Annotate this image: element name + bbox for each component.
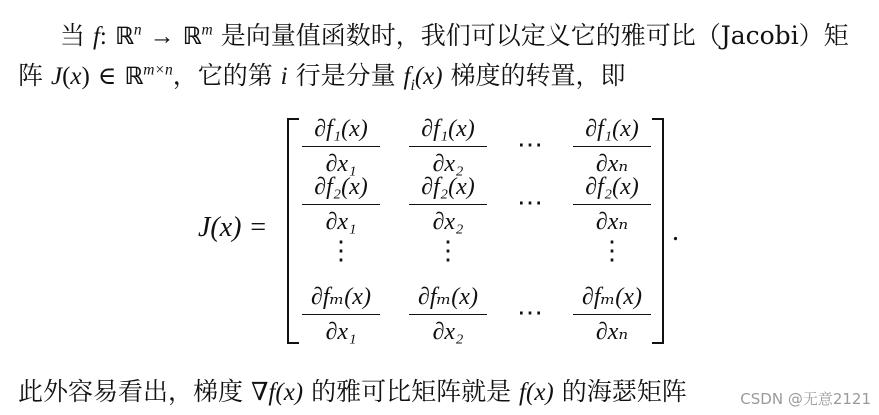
entry-denominator: ∂xₙ bbox=[595, 319, 629, 345]
jacobian-equation bbox=[0, 110, 879, 350]
entry-numerator: ∂fₘ(x) bbox=[418, 284, 478, 310]
text-segment: ，它的第 bbox=[172, 61, 273, 90]
math-exponent-n: n bbox=[133, 21, 142, 39]
entry-denominator: ∂x₂ bbox=[432, 319, 464, 345]
matrix-entry bbox=[403, 172, 493, 237]
math-gradient: ∇f(x) bbox=[250, 379, 304, 406]
equation-lhs: J(x) = bbox=[198, 212, 268, 243]
paragraph-line-3 bbox=[18, 372, 687, 408]
text-segment: 梯度的转置，即 bbox=[450, 61, 626, 90]
entry-denominator: ∂xₙ bbox=[595, 151, 629, 177]
math-paren: ) bbox=[81, 63, 90, 90]
matrix-entry bbox=[296, 172, 386, 237]
matrix-entry bbox=[403, 114, 493, 179]
text-segment: 此外容易看出，梯度 bbox=[18, 377, 244, 406]
watermark: CSDN @无意2121 bbox=[740, 390, 871, 408]
entry-numerator: ∂f₂(x) bbox=[314, 174, 368, 200]
math-colon: : bbox=[99, 23, 107, 50]
text-segment: 当 bbox=[60, 21, 86, 50]
matrix-hdots: ⋯ bbox=[517, 188, 543, 217]
entry-denominator: ∂x₁ bbox=[325, 319, 357, 345]
math-arg: (x) bbox=[414, 63, 443, 90]
text-segment: 是向量值函数时，我们可以定义它的雅可比（Jacobi）矩 bbox=[220, 21, 849, 50]
matrix-entry bbox=[567, 114, 657, 179]
math-paren: ( bbox=[62, 63, 71, 90]
paragraph-line-2 bbox=[18, 56, 626, 92]
entry-denominator: ∂x₂ bbox=[432, 151, 464, 177]
math-real-set: ℝ bbox=[182, 22, 202, 50]
math-in: ∈ bbox=[97, 63, 117, 90]
entry-denominator: ∂xₙ bbox=[595, 209, 629, 235]
entry-numerator: ∂fₘ(x) bbox=[582, 284, 642, 310]
text-segment: 的海瑟矩阵 bbox=[561, 377, 687, 406]
matrix-hdots: ⋯ bbox=[517, 130, 543, 159]
entry-numerator: ∂f₂(x) bbox=[421, 174, 475, 200]
entry-numerator: ∂f₁(x) bbox=[421, 116, 475, 142]
matrix-vdots: ⋮ bbox=[599, 236, 625, 265]
equation-period: . bbox=[672, 216, 679, 247]
entry-numerator: ∂f₁(x) bbox=[585, 116, 639, 142]
entry-denominator: ∂x₂ bbox=[432, 209, 464, 235]
matrix-entry bbox=[567, 172, 657, 237]
math-x: x bbox=[70, 63, 82, 90]
paragraph-line-1 bbox=[60, 16, 849, 52]
math-fx: f(x) bbox=[519, 379, 554, 406]
entry-numerator: ∂f₁(x) bbox=[314, 116, 368, 142]
text-segment: 阵 bbox=[18, 61, 44, 90]
math-exponent-m: m bbox=[201, 21, 213, 39]
math-i: i bbox=[280, 63, 288, 90]
math-f: f bbox=[92, 23, 100, 50]
entry-numerator: ∂fₘ(x) bbox=[311, 284, 371, 310]
math-J: J bbox=[50, 63, 63, 90]
text-segment: 的雅可比矩阵就是 bbox=[311, 377, 512, 406]
entry-denominator: ∂x₁ bbox=[325, 209, 357, 235]
matrix-entry bbox=[296, 282, 386, 347]
math-sub-i: i bbox=[410, 77, 415, 94]
matrix-entry bbox=[403, 282, 493, 347]
math-real-set: ℝ bbox=[124, 62, 144, 90]
matrix-vdots: ⋮ bbox=[328, 236, 354, 265]
math-arrow: → bbox=[149, 23, 175, 50]
entry-denominator: ∂x₁ bbox=[325, 151, 357, 177]
text-segment: 行是分量 bbox=[295, 61, 396, 90]
math-real-set: ℝ bbox=[114, 22, 134, 50]
matrix-hdots: ⋯ bbox=[517, 298, 543, 327]
math-f: f bbox=[403, 63, 411, 90]
matrix-entry bbox=[296, 114, 386, 179]
math-dims: m×n bbox=[143, 61, 173, 79]
matrix-vdots: ⋮ bbox=[435, 236, 461, 265]
matrix-entry bbox=[567, 282, 657, 347]
entry-numerator: ∂f₂(x) bbox=[585, 174, 639, 200]
